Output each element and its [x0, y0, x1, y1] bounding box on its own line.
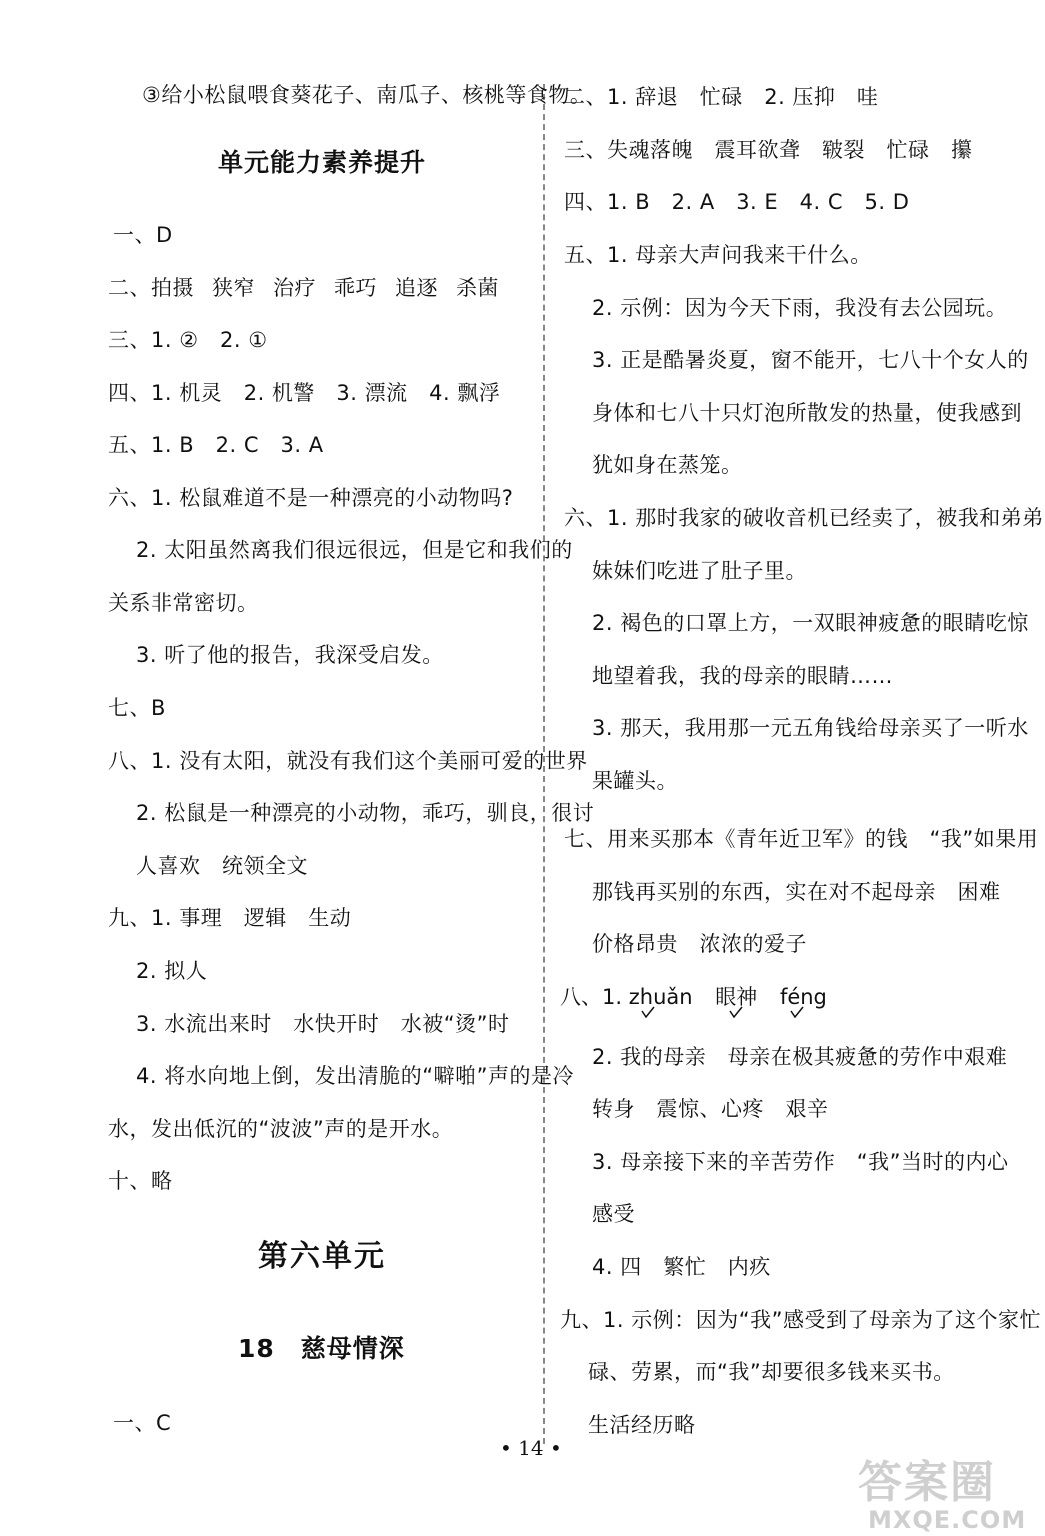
check-mark-icon [641, 1006, 655, 1018]
watermark-logo [850, 1440, 1045, 1536]
answer-word: 狭窄 [212, 276, 255, 300]
answer-word: 二、拍摄 [108, 276, 194, 300]
answer-line: 3. 母亲接下来的辛苦劳作 “我”当时的内心 [592, 1150, 1009, 1174]
answer-line: 2. 松鼠是一种漂亮的小动物，乖巧，驯良，很讨 [136, 801, 595, 825]
answer-line: 一、D [113, 223, 173, 247]
unit-heading: 第六单元 [258, 1239, 386, 1274]
check-mark-icon [729, 1006, 743, 1018]
pinyin-word [715, 984, 757, 1010]
answer-line: 那钱再买别的东西，实在对不起母亲 困难 [592, 880, 1001, 904]
answer-line: 3. 正是酷暑炎夏，窗不能开，七八十个女人的 [592, 348, 1029, 372]
answer-line: 2. 褐色的口罩上方，一双眼神疲惫的眼睛吃惊 [592, 611, 1029, 635]
answer-line: 2. 示例：因为今天下雨，我没有去公园玩。 [592, 296, 1008, 320]
answer-line: 犹如身在蒸笼。 [592, 453, 743, 477]
answer-line: 四、1. B 2. A 3. E 4. C 5. D [564, 190, 910, 214]
answer-line: 3. 水流出来时 水快开时 水被“烫”时 [136, 1012, 510, 1036]
answer-line: 三、失魂落魄 震耳欲聋 皲裂 忙碌 攥 [564, 138, 973, 162]
answer-line: 4. 将水向地上倒，发出清脆的“噼啪”声的是冷 [136, 1064, 574, 1088]
pinyin-text: zhuǎn [628, 985, 693, 1009]
answer-line: 3. 那天，我用那一元五角钱给母亲买了一听水 [592, 716, 1029, 740]
answer-line: 三、1. ② 2. ① [108, 328, 268, 352]
answer-word: 乖巧 [334, 276, 377, 300]
answer-word: 杀菌 [456, 276, 499, 300]
answer-line: 九、1. 事理 逻辑 生动 [108, 906, 352, 930]
answer-line: 四、1. 机灵 2. 机警 3. 漂流 4. 飘浮 [108, 381, 501, 405]
answer-line: 2. 拟人 [136, 959, 208, 983]
answer-line: 关系非常密切。 [108, 591, 259, 615]
answer-line: ③给小松鼠喂食葵花子、南瓜子、核桃等食物。 [142, 83, 592, 107]
pinyin-word [629, 984, 693, 1010]
answer-line: 2. 我的母亲 母亲在极其疲惫的劳作中艰难 [592, 1045, 1008, 1069]
check-mark-icon [790, 1006, 804, 1018]
answer-line: 4. 四 繁忙 内疚 [592, 1255, 771, 1279]
answer-line: 八、1. 没有太阳，就没有我们这个美丽可爱的世界 [108, 749, 588, 773]
pinyin-answer-line [560, 984, 843, 1010]
answer-line: 十、略 [108, 1169, 173, 1193]
answer-line: 水，发出低沉的“波波”声的是开水。 [108, 1117, 454, 1141]
section-title: 单元能力素养提升 [218, 148, 427, 177]
answer-line: 五、1. 母亲大声问我来干什么。 [564, 243, 872, 267]
answer-line: 身体和七八十只灯泡所散发的热量，使我感到 [592, 401, 1022, 425]
answer-prefix: 八、1. [560, 985, 623, 1009]
answer-line: 七、B [108, 696, 166, 720]
watermark-text: 答案圈 [858, 1457, 996, 1508]
answer-line: 3. 听了他的报告，我深受启发。 [136, 643, 444, 667]
answer-line: 二、1. 辞退 忙碌 2. 压抑 哇 [564, 85, 879, 109]
answer-line: 一、C [113, 1411, 172, 1435]
pinyin-word [780, 984, 827, 1010]
lesson-heading: 18 慈母情深 [238, 1334, 405, 1363]
answer-line: 六、1. 那时我家的破收音机已经卖了，被我和弟弟 [564, 506, 1044, 530]
answer-line: 生活经历略 [588, 1413, 696, 1437]
answer-line: 九、1. 示例：因为“我”感受到了母亲为了这个家忙 [560, 1308, 1041, 1332]
page-number: • 14 • [500, 1436, 562, 1460]
watermark-url: MXQE.COM [868, 1506, 1027, 1534]
answer-line [108, 275, 499, 301]
answer-word: 追逐 [395, 276, 438, 300]
answer-line: 六、1. 松鼠难道不是一种漂亮的小动物吗? [108, 486, 514, 510]
answer-line: 五、1. B 2. C 3. A [108, 433, 324, 457]
answer-line: 2. 太阳虽然离我们很远很远，但是它和我们的 [136, 538, 573, 562]
pinyin-text: féng [779, 985, 827, 1009]
answer-word: 治疗 [273, 276, 316, 300]
pinyin-text: 眼神 [715, 985, 758, 1009]
answer-line: 转身 震惊、心疼 艰辛 [592, 1097, 829, 1121]
answer-line: 妹妹们吃进了肚子里。 [592, 559, 807, 583]
answer-line: 七、用来买那本《青年近卫军》的钱 “我”如果用 [564, 827, 1039, 851]
answer-line: 碌、劳累，而“我”却要很多钱来买书。 [588, 1360, 955, 1384]
answer-line: 人喜欢 统领全文 [136, 854, 308, 878]
answer-line: 价格昂贵 浓浓的爱子 [592, 932, 807, 956]
answer-line: 果罐头。 [592, 769, 678, 793]
answer-line: 感受 [592, 1202, 635, 1226]
answer-line: 地望着我，我的母亲的眼睛…… [592, 664, 893, 688]
